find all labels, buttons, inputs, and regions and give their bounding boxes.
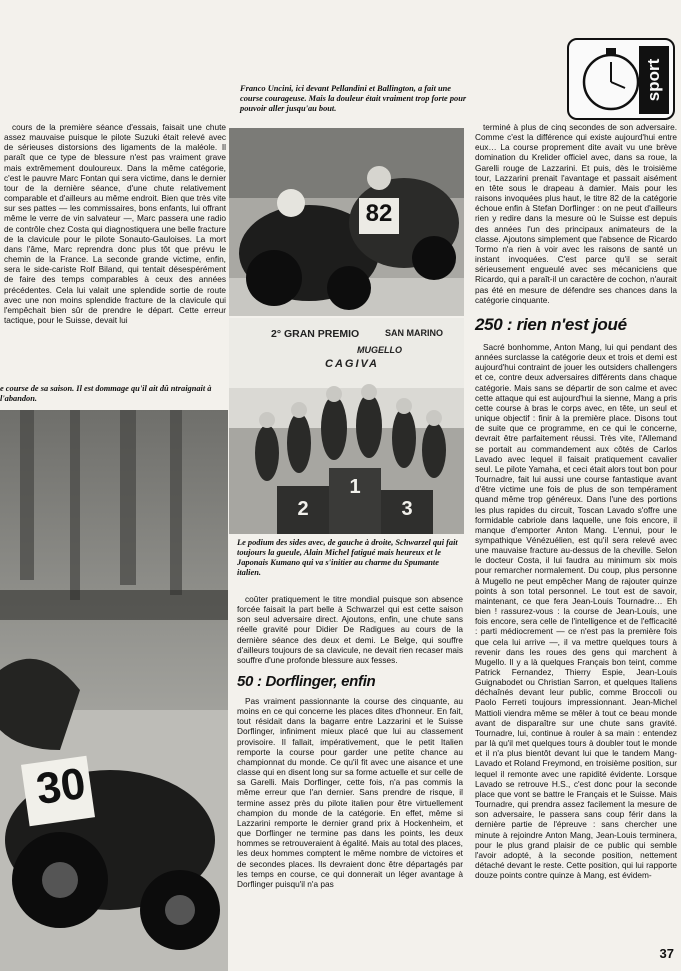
podium-number-1: 1 xyxy=(349,476,361,498)
podium-number-3: 3 xyxy=(401,498,413,520)
photo-rider-30-image xyxy=(0,410,228,971)
paragraph: Pas vraiment passionnante la course des cinquante, au moins en ce qui concerne les places dites d'honneur. En fait, tout résidait dans la bagarre entre Lazzarini et le Suisse Dorflinger, infiniment mieux placé que lui au classement provisoire. Il fallait, impérativement, que le petit Italien remporte la course pour garder une petite chance au championnat du monde. Ce qu'il fit avec une aisance et une classe qui en disent long sur sa forme actuelle et sur celle de sa Garelli. Mais Dorflinger, cette fois, n'a pas commis la même erreur que l'an dernier. Sans prendre de risque, il termine assez près du pilote italien pour être virtuellement champion du monde de la catégorie. En effet, même si Lazzarini remporte le dernier grand prix à Hockenheim, et que Dorflinger ne termine pas dans les points, les deux hommes se retrouveraient à égalité. Mais au total des places, les deux hommes comptent le même nombre de victoires et de secondes places. Ils devraient donc être départagés par les temps en course, ce qui donnerait un léger avantage à Dorflinger puisqu'il n'a pas xyxy=(237,696,463,889)
sport-logo xyxy=(567,38,675,120)
section-heading-250: 250 : rien n'est joué xyxy=(475,315,627,334)
article-column-1 xyxy=(4,122,226,386)
article-column-2-bottom xyxy=(237,696,463,968)
photo-uncini xyxy=(229,128,464,316)
caption-podium: Le podium des sides avec, de gauche à droite, Schwarzel qui fait toujours la gueule, Alain Michel fatigué mais heureux et le Japonais Kumano qui va s'initier au charme du Spumante italien. xyxy=(237,538,458,577)
photo-rider-30 xyxy=(0,410,228,971)
logo-text: sport xyxy=(644,58,663,102)
paragraph: coûter pratiquement le titre mondial puisque son absence forcée faisait la part belle à Schwarzel qui est cette saison son seul adversaire direct. Ajoutons, enfin, une chute sans réelle gravité pour Didier De Radigues au cours de la dernière séance des deux et demi. Le Belge, qui souffre d'ailleurs toujours de sa clavicule, ne devait rien recaser mais souffre d'une profonde blessure aux fesses. xyxy=(237,594,463,665)
paragraph: Sacré bonhomme, Anton Mang, lui qui pendant des années surclasse la catégorie deux et trois et demi est aujourd'hui contraint de jouer les outsiders challengers et ce, contre deux adversaires différents dans chaque catégorie. Mais sans se départir de son calme et avec cette attaque qui est aujourd'hui la sienne, Mang a pris cette course à bras le corps avec, en tête, un seul et unique objectif : finir à la première place. Disons tout de suite que ce programme, en ce qui le concerne, devrait être parfaitement réussi. Très vite, l'Allemand se portait au commandement aux côtés de Carlos Lavado avec lequel il faisait pratiquement cavalier seul. Le pilote Yamaha, et ceci était alors tout bon pour Tournadre, fait lui aussi une course fantastique avant d'être victime une fois de plus de son tempérament quand même trop généreux. Dans l'une des portions les plus rapides du circuit, Toscan Lavado s'offre une formidable cabriole dans laquelle, une fois encore, il manque d'emporter Anton Mang. L'ennui, pour le sympathique Vénézuélien, est qu'il sera relevé avec une mauvaise fracture au-dessus de la cheville. Selon le docteur Costa, il lui faudra au minimum six mois pour remarcher normalement. Du coup, plus personne à Mugello ne peut empêcher Mang de rajouter quinze points à son total personnel. Le tout est de savoir, maintenant, ce que fera Jean-Louis Tournadre… Eh bien ! rassurez-vous : la course de Jean-Louis, une fois encore, sera celle de l'intelligence et de l'efficacité : parti médiocrement — ce n'est pas la première fois que cela lui arrive —, il va mettre quelques tours à revenir dans les roues des gens qui marchent à Mugello. Il y a là quelques Français bon teint, comme Patrick Fernandez, Thierry Espie, Jean-Louis Guignabodet ou Christian Sarron, et quelques Italiens déchaînés devant leur public, comme Broccoli ou Paolo Ferreti toujours impressionnant. Jean-Michel Mattioli viendra même se mêler à tout ce beau monde avant de disparaître sur une chute sans gravité. Tournadre, lui, continue à rouler à sa main : entendez par là qu'il met quelques tours à doubler tout le monde et il n'a plus bientôt devant lui que le tandem Mang-Lavado et Roland Freymond, en troisième position, sur lequel il remonte avec une rapidité évidente. Lorsque Lavado se retrouve H.S., c'est donc pour la seconde place que vont se battre le Français et le Suisse. Mais Tournadre, qui prendra assez facilement la mesure de son adversaire, le passera sans coup férir dans la dernière partie de l'épreuve : sans chercher une minute à rejoindre Anton Mang, Jean-Louis terminera, pour le plus grand plaisir de ce public qui semble l'avoir adopté, à la seconde position, nettement détaché devant le reste. Cette position, qui lui rapporte douze points contre quinze à Mang, est évidem- xyxy=(475,342,677,881)
paragraph: terminé à plus de cinq secondes de son adversaire. Comme c'est la différence qui existe aujourd'hui entre eux… La course proprement dite avait vu une brève domination du Krelider officiel avec, dans sa roue, la Garelli rouge de Lazzarini. Et puis, dès le troisième tour, Lazzarini prenait l'avantage et passait aisément en tête sous le drapeau à damier. Mais pour les raisons invoquées plus haut, le titre 82 de la catégorie échoue enfin à Stefan Dorflinger : on ne peut d'ailleurs rien y redire dans la mesure où le Suisse est depuis des années l'un des principaux animateurs de la classe. Ajoutons simplement que l'absence de Ricardo Tormo n'a rien à voir avec les raisons de santé un instant invoquées. C'est parce qu'il se serait sérieusement engueulé avec ses mécaniciens que Ricardo, qui a paraît-il un caractère de cochon, n'aurait pas été en mesure de défendre ses chances dans la catégorie cinquante. xyxy=(475,122,677,305)
banner-sponsor: CAGIVA xyxy=(325,358,379,370)
photo-uncini-image xyxy=(229,128,464,316)
article-column-3-top xyxy=(475,122,677,316)
photo-podium xyxy=(229,318,464,534)
article-column-2-top xyxy=(237,594,463,674)
bike-number-top: 82 xyxy=(365,200,393,227)
page-number: 37 xyxy=(659,946,674,961)
podium-banner xyxy=(235,320,460,380)
bike-number-bottom: 30 xyxy=(33,758,89,815)
article-column-3-bottom xyxy=(475,342,677,942)
podium-number-2: 2 xyxy=(297,498,309,520)
paragraph: cours de la première séance d'essais, faisait une chute assez mauvaise puisque le pilote Suzuki était relevé avec de sérieuses distorsions des ligaments de la maléole. Il paraît que ce type de blessure n'est pas vraiment grave mais extrêmement douloureux. Dans la même catégorie, c'est le pauvre Marc Fontan qui sera victime, dans le dernier tour de la dernière séance, d'une chute relativement comparable et d'ailleurs au même endroit. Bien que très vite sur ses pattes — les commissaires, bons enfants, lui offrant même le verre de vin salvateur —, Marc passera une radio de contrôle chez Costa qui diagnostiquera une belle fracture de la clavicule pour le pilote Sonauto-Gauloises. La mort dans l'âme, Marc reprendra donc plus tôt que prévu le chemin de la France. La seconde grande victime, enfin, sera le side-cariste Rolf Biland, qui tentait désespérément de faire des temps comparables à ceux des années précédentes. Cela lui valait une splendide sortie de route avec une non moins splendide fracture de la clavicule qui l'empêchait bien sûr de prendre le départ. Cette erreur tactique, pour le Suisse, devait lui xyxy=(4,122,226,325)
caption-left: e course de sa saison. Il est dommage qu'il ait dû ntraignait à l'abandon. xyxy=(0,384,212,403)
caption-top: Franco Uncini, ici devant Pellandini et Ballington, a fait une course courageuse. Mais la douleur était vraiment trop forte pour pouvoir aller jusqu'au bout. xyxy=(240,84,467,113)
banner-title: 2° GRAN PREMIO xyxy=(271,328,360,340)
banner-location: SAN MARINO xyxy=(385,328,443,338)
banner-circuit: MUGELLO xyxy=(357,345,402,355)
section-heading-50: 50 : Dorflinger, enfin xyxy=(237,673,376,690)
